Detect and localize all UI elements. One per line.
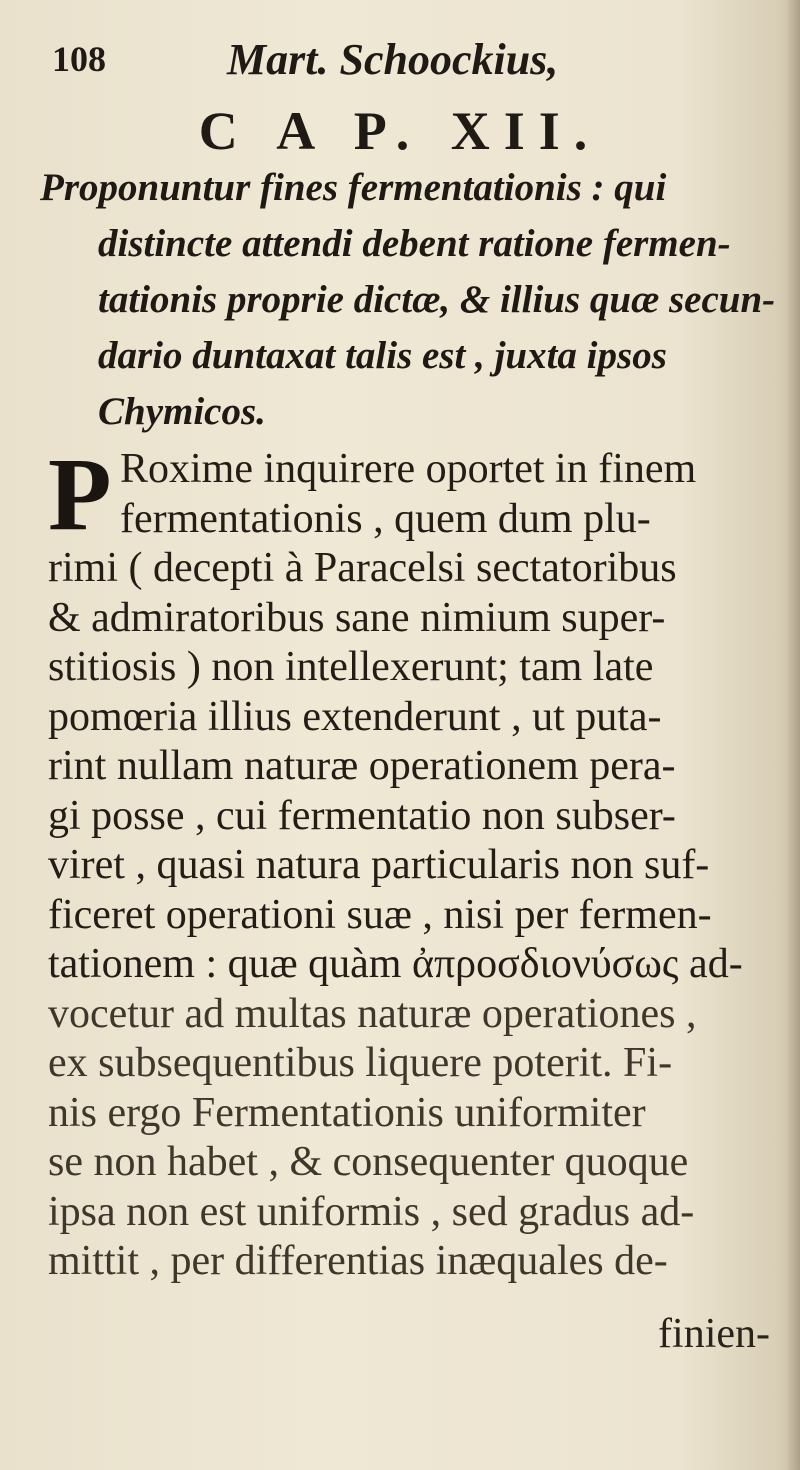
drop-capital: P bbox=[48, 437, 112, 552]
body-line: tationem : quæ quàm ἀπροσδιονύσως ad- bbox=[48, 941, 743, 987]
summary-line: tationis proprie dictæ, & illius quæ secun- bbox=[98, 278, 776, 321]
body-line: ficeret operationi suæ , nisi per fermen- bbox=[48, 891, 712, 938]
running-title-author: Mart. Schoockius, bbox=[227, 35, 559, 84]
body-line: nis ergo Fermentationis uniformiter bbox=[48, 1089, 646, 1136]
body-line: ipsa non est uniformis , sed gradus ad- bbox=[48, 1188, 695, 1235]
body-line: vocetur ad multas naturæ operationes , bbox=[48, 990, 697, 1037]
body-line: rint nullam naturæ operationem pera- bbox=[48, 743, 676, 789]
running-head bbox=[42, 32, 760, 92]
body-line: & admiratoribus sane nimium super- bbox=[48, 594, 666, 641]
body-line: rimi ( decepti à Paracelsi sectatoribus bbox=[48, 545, 677, 591]
body-line: mittit , per differentias inæquales de- bbox=[48, 1238, 668, 1284]
chapter-summary bbox=[40, 160, 775, 440]
body-line: pomœria illius extenderunt , ut puta- bbox=[48, 693, 662, 740]
catchword: finien- bbox=[658, 1311, 770, 1357]
summary-line: Chymicos. bbox=[98, 390, 266, 433]
body-line: ex subsequentibus liquere poterit. Fi- bbox=[48, 1040, 673, 1086]
page-number: 108 bbox=[52, 39, 106, 79]
summary-line: distincte attendi debent ratione fermen- bbox=[98, 222, 731, 265]
page-edge-shadow bbox=[786, 0, 800, 1470]
body-line: gi posse , cui fermentatio non subser- bbox=[48, 792, 676, 839]
chapter-heading: C A P. XII. bbox=[198, 101, 602, 161]
body-line: stitiosis ) non intellexerunt; tam late bbox=[48, 644, 654, 690]
body-line: viret , quasi natura particularis non suf- bbox=[48, 842, 710, 888]
body-line: Roxime inquirere oportet in finem bbox=[120, 446, 697, 492]
body-text bbox=[48, 437, 778, 1287]
body-line: se non habet , & consequenter quoque bbox=[48, 1139, 689, 1185]
summary-line: dario duntaxat talis est , juxta ipsos bbox=[98, 334, 667, 377]
body-line: fermentationis , quem dum plu- bbox=[120, 495, 651, 542]
summary-line: Proponuntur fines fermentationis : qui bbox=[40, 166, 667, 209]
